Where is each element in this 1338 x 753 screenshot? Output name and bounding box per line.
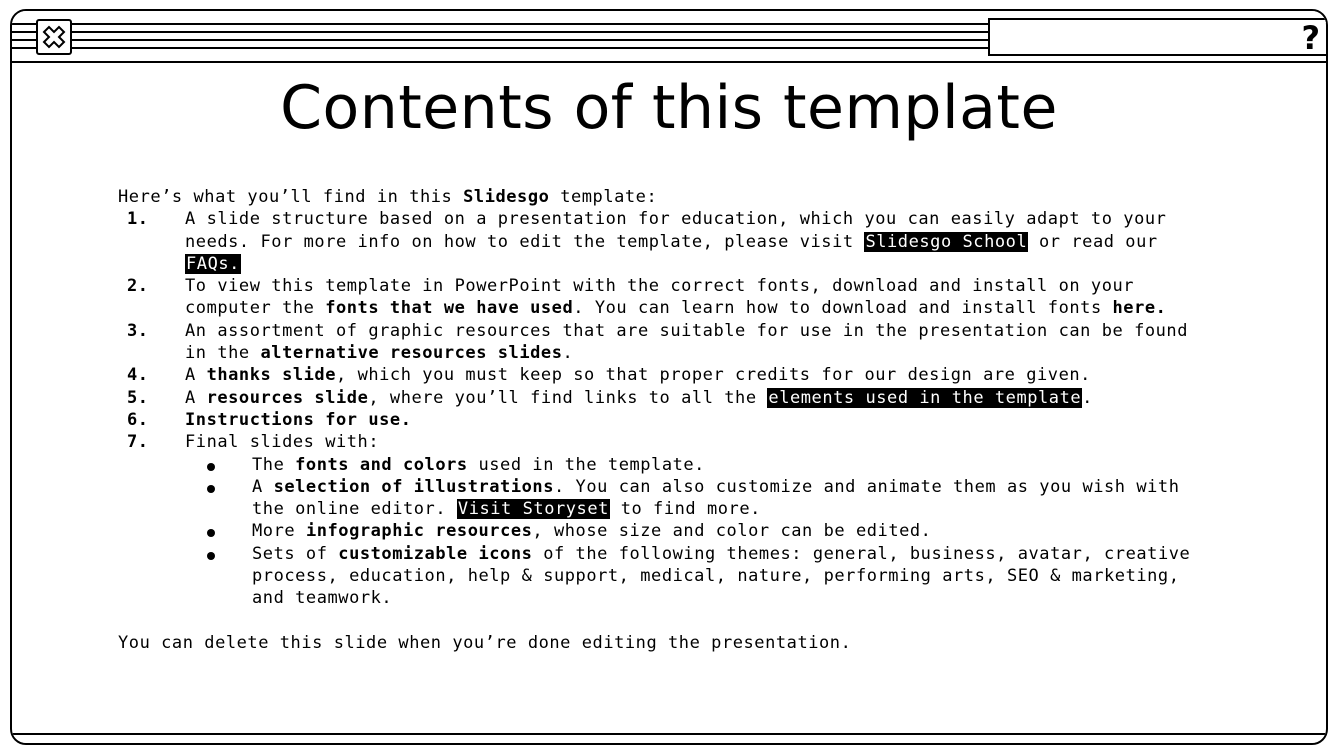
faqs-link[interactable]: FAQs. xyxy=(186,253,240,274)
intro-text: Here’s what you’ll find in this Slidesgo template: xyxy=(118,187,658,207)
here-link[interactable]: here. xyxy=(1112,298,1167,319)
close-x-icon xyxy=(41,24,67,50)
bullet xyxy=(207,552,215,560)
list-item: 6. Instructions for use. xyxy=(127,409,412,430)
list-item: 1. A slide structure based on a presentation for education, which you can easily adapt to your needs. For more info on how to edit the template, please visit Slidesgo School or read our FAQs. xyxy=(127,209,1167,274)
list-item: 3. An assortment of graphic resources that are suitable for use in the presentation can be found in the alternative resources slides. xyxy=(127,320,1188,364)
content-body xyxy=(118,186,1218,654)
spacer xyxy=(118,610,1218,632)
bullet xyxy=(207,463,215,471)
title-bar xyxy=(12,11,1326,63)
contents-list xyxy=(118,208,1218,609)
help-field[interactable] xyxy=(988,18,1328,56)
elements-link[interactable]: elements used in the template xyxy=(768,387,1082,408)
sub-list xyxy=(185,454,1218,610)
slidesgo-school-link[interactable]: Slidesgo School xyxy=(865,231,1028,252)
sub-list-item: A selection of illustrations. You can also customize and animate them as you wish with the online editor. Visit Storyset to find more. xyxy=(185,476,1218,521)
sub-list-item: The fonts and colors used in the template. xyxy=(185,454,1218,476)
page-title: Contents of this template xyxy=(280,73,1058,143)
list-item: 2. To view this template in PowerPoint with the correct fonts, download and install on your computer the fonts that we have used. You can learn how to download and install fonts here. xyxy=(127,276,1167,319)
sub-list-item: Sets of customizable icons of the following themes: general, business, avatar, creative process, education, help & support, medical, nature, performing arts, SEO & marketing, and teamwork. xyxy=(185,543,1218,610)
bullet xyxy=(207,485,215,493)
bullet xyxy=(207,529,215,537)
fonts-link[interactable]: fonts that we have used xyxy=(325,298,574,319)
question-mark-icon[interactable]: ? xyxy=(1301,19,1320,57)
list-item: 5. A resources slide, where you’ll find links to all the elements used in the template. xyxy=(127,387,1093,408)
storyset-link[interactable]: Visit Storyset xyxy=(457,499,609,520)
bottom-bar xyxy=(12,733,1326,743)
list-item: 7. Final slides with: The fonts and colors used in the template. A selection of illustrations. You can also customize and animate them as you wish with the online editor. Visit Storyset to find more. More infographic resources, whose size and color can be edited. Sets of customizable icons of the following themes: general, business, avatar, creative process, education, help & support, medical, nature, performing arts, SEO & marketing, and teamwork. xyxy=(118,431,1218,609)
footer-note: You can delete this slide when you’re done editing the presentation. xyxy=(118,632,852,653)
sub-list-item: More infographic resources, whose size and color can be edited. xyxy=(185,520,1218,542)
close-button[interactable] xyxy=(36,19,72,55)
list-item: 4. A thanks slide, which you must keep so that proper credits for our design are given. xyxy=(127,365,1091,386)
